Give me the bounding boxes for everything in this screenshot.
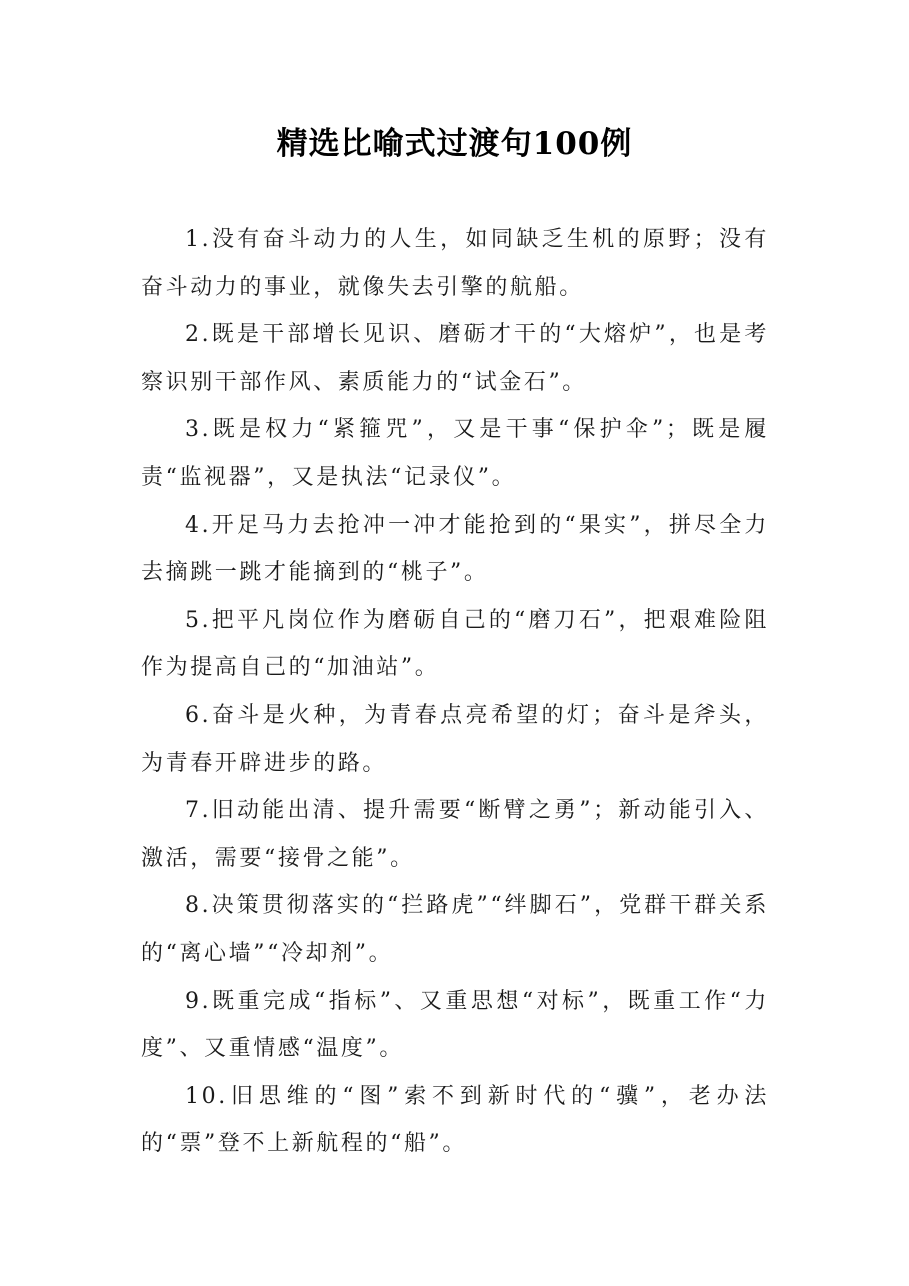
paragraph-5: 5.把平凡岗位作为磨砺自己的“磨刀石”，把艰难险阻作为提高自己的“加油站”。 [141,607,769,681]
paragraph-8: 8.决策贯彻落实的“拦路虎”“绊脚石”，党群干群关系的“离心墙”“冷却剂”。 [141,893,769,966]
paragraph-2: 2.既是干部增长见识、磨砺才干的“大熔炉”，也是考察识别干部作风、素质能力的“试金石”。 [141,322,769,395]
document-title: 精选比喻式过渡句100例 [276,126,633,162]
document-body [141,216,769,1168]
paragraph-10: 10.旧思维的“图”索不到新时代的“骥”，老办法的“票”登不上新航程的“船”。 [141,1083,769,1157]
paragraph-6: 6.奋斗是火种，为青春点亮希望的灯；奋斗是斧头，为青春开辟进步的路。 [141,702,769,776]
paragraph-7: 7.旧动能出清、提升需要“断臂之勇”；新动能引入、激活，需要“接骨之能”。 [141,798,769,871]
paragraph-9: 9.既重完成“指标”、又重思想“对标”，既重工作“力度”、又重情感“温度”。 [141,988,769,1062]
paragraph-4: 4.开足马力去抢冲一冲才能抢到的“果实”，拼尽全力去摘跳一跳才能摘到的“桃子”。 [141,512,769,586]
paragraph-3: 3.既是权力“紧箍咒”，又是干事“保护伞”；既是履责“监视器”，又是执法“记录仪”。 [141,417,769,490]
paragraph-1: 1.没有奋斗动力的人生，如同缺乏生机的原野；没有奋斗动力的事业，就像失去引擎的航船。 [141,227,769,300]
